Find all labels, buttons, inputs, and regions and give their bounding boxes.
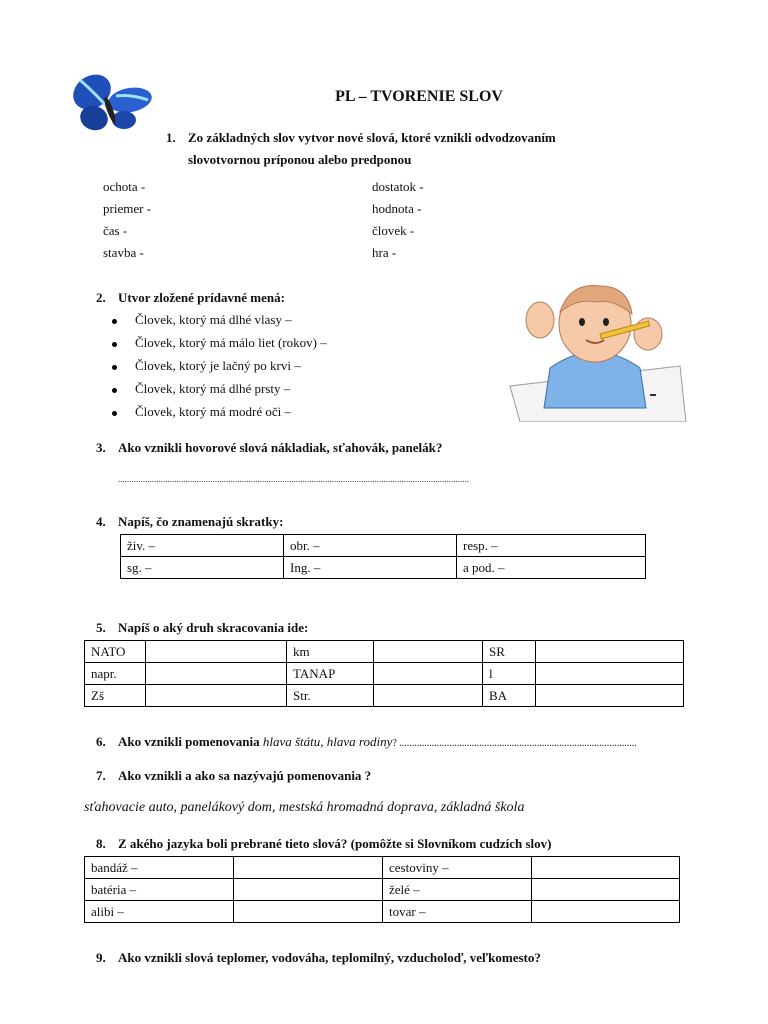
- table-cell: batéria –: [85, 879, 234, 901]
- table-row: [85, 879, 680, 901]
- question-9: [96, 950, 541, 966]
- question-3: [96, 440, 442, 456]
- table-cell: napr.: [85, 663, 146, 685]
- table-cell: tovar –: [383, 901, 532, 923]
- table-cell[interactable]: a pod. –: [457, 557, 646, 579]
- table-cell: želé –: [383, 879, 532, 901]
- table-cell: Str.: [287, 685, 374, 707]
- q2-bullet-list: [112, 308, 327, 423]
- table-row: [85, 685, 684, 707]
- question-6: [96, 734, 637, 750]
- table-cell[interactable]: Ing. –: [284, 557, 457, 579]
- table-cell: NATO: [85, 641, 146, 663]
- table-cell: bandáž –: [85, 857, 234, 879]
- thinking-student-illustration: [500, 276, 690, 422]
- question-8: [96, 836, 551, 852]
- table-row: [85, 641, 684, 663]
- question-number: 3.: [96, 440, 106, 455]
- table-cell[interactable]: [146, 663, 287, 685]
- word-item: hodnota -: [372, 201, 422, 216]
- question-number: 5.: [96, 620, 106, 635]
- question-4: [96, 514, 283, 530]
- question-text: Utvor zložené prídavné mená:: [118, 290, 285, 305]
- word-item: hra -: [372, 245, 397, 260]
- q1-right-words: [372, 176, 424, 264]
- table-cell: TANAP: [287, 663, 374, 685]
- word-origin-table: [84, 856, 680, 923]
- table-cell: cestoviny –: [383, 857, 532, 879]
- question-number: 6.: [96, 734, 106, 749]
- table-cell[interactable]: [532, 879, 680, 901]
- table-cell[interactable]: [536, 641, 684, 663]
- table-cell[interactable]: [374, 685, 483, 707]
- table-cell[interactable]: [536, 663, 684, 685]
- table-cell[interactable]: obr. –: [284, 535, 457, 557]
- table-cell[interactable]: [374, 663, 483, 685]
- q7-italic-terms: sťahovacie auto, panelákový dom, mestská hromadná doprava, základná škola: [84, 800, 525, 815]
- table-cell[interactable]: [146, 641, 287, 663]
- table-cell: l: [483, 663, 536, 685]
- question-text: Ako vznikli slová teplomer, vodováha, teplomilný, vzducholoď, veľkomesto?: [118, 950, 541, 965]
- word-item: človek -: [372, 223, 415, 238]
- table-row: [121, 557, 646, 579]
- question-number: 2.: [96, 290, 106, 305]
- table-row: [85, 901, 680, 923]
- table-cell[interactable]: [532, 857, 680, 879]
- table-cell[interactable]: [536, 685, 684, 707]
- question-5: [96, 620, 308, 636]
- word-item: dostatok -: [372, 179, 424, 194]
- question-text: Zo základných slov vytvor nové slová, ktoré vznikli odvodzovaním: [188, 130, 556, 145]
- question-number: 7.: [96, 768, 106, 783]
- table-cell[interactable]: [234, 879, 383, 901]
- question-number: 9.: [96, 950, 106, 965]
- question-text: Napíš, čo znamenajú skratky:: [118, 514, 284, 529]
- question-text: Ako vznikli hovorové slová nákladiak, sťahovák, panelák?: [118, 440, 443, 455]
- question-italic-terms: hlava štátu, hlava rodiny: [262, 734, 393, 749]
- answer-line[interactable]: ............................................................................................................................................................: [118, 474, 469, 484]
- table-cell[interactable]: resp. –: [457, 535, 646, 557]
- table-cell[interactable]: sg. –: [121, 557, 284, 579]
- word-item: stavba -: [103, 245, 144, 260]
- table-cell[interactable]: [532, 901, 680, 923]
- table-row: [85, 857, 680, 879]
- list-item: Človek, ktorý má modré oči –: [112, 400, 327, 423]
- table-cell: km: [287, 641, 374, 663]
- list-item: Človek, ktorý je lačný po krvi –: [112, 354, 327, 377]
- question-1: [166, 130, 556, 146]
- question-text: Ako vznikli a ako sa nazývajú pomenovania ?: [118, 768, 372, 783]
- table-cell[interactable]: [374, 641, 483, 663]
- shortening-type-table: [84, 640, 684, 707]
- table-row: [85, 663, 684, 685]
- question-number: 4.: [96, 514, 106, 529]
- question-2: [96, 290, 285, 306]
- question-text: Napíš o aký druh skracovania ide:: [118, 620, 309, 635]
- table-cell[interactable]: živ. –: [121, 535, 284, 557]
- question-number: 1.: [166, 130, 176, 145]
- table-cell[interactable]: [234, 857, 383, 879]
- question-number: 8.: [96, 836, 106, 851]
- word-item: čas -: [103, 223, 128, 238]
- question-text: Z akého jazyka boli prebrané tieto slová? (pomôžte si Slovníkom cudzích slov): [118, 836, 552, 851]
- table-cell[interactable]: [234, 901, 383, 923]
- word-item: priemer -: [103, 201, 152, 216]
- question-text: Ako vznikli pomenovania: [118, 734, 260, 749]
- table-cell: BA: [483, 685, 536, 707]
- table-cell: SR: [483, 641, 536, 663]
- question-7: [96, 768, 371, 784]
- question-1-line2: slovotvornou príponou alebo predponou: [188, 152, 412, 167]
- table-row: [121, 535, 646, 557]
- word-item: ochota -: [103, 179, 146, 194]
- table-cell: alibi –: [85, 901, 234, 923]
- q1-left-words: [103, 176, 151, 264]
- table-cell[interactable]: [146, 685, 287, 707]
- abbreviations-table: [120, 534, 646, 579]
- answer-line[interactable]: ? ...............................................................................................: [392, 738, 637, 749]
- page-title: PL – TVORENIE SLOV: [335, 88, 503, 105]
- list-item: Človek, ktorý má dlhé prsty –: [112, 377, 327, 400]
- list-item: Človek, ktorý má málo liet (rokov) –: [112, 331, 327, 354]
- butterfly-illustration: [68, 70, 158, 142]
- table-cell: Zš: [85, 685, 146, 707]
- list-item: Človek, ktorý má dlhé vlasy –: [112, 308, 327, 331]
